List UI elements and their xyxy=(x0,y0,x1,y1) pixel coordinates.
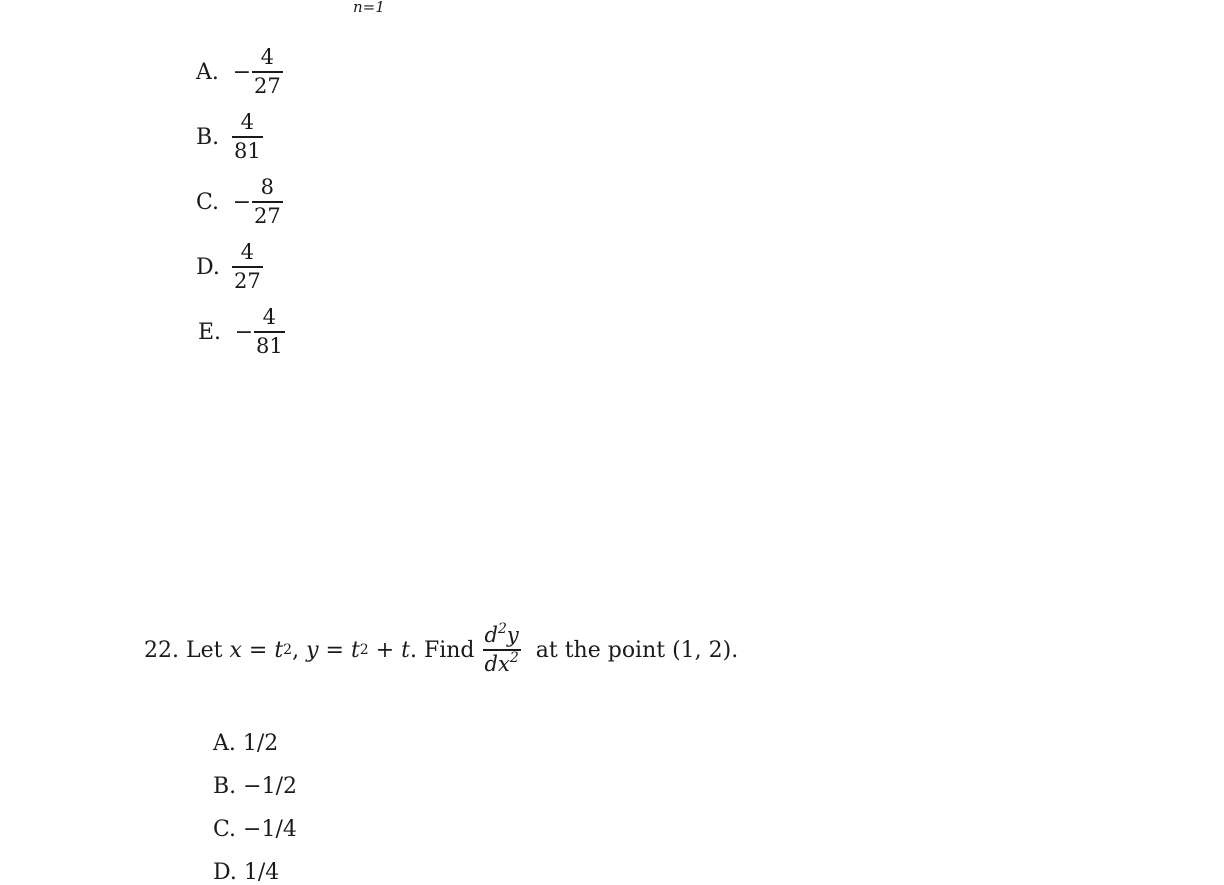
second-derivative-fraction xyxy=(483,621,521,676)
choice-letter: C. xyxy=(213,817,237,842)
choice-d[interactable] xyxy=(199,835,279,885)
dx-symbol: dx xyxy=(484,651,510,676)
choice-value: 1/4 xyxy=(243,860,280,885)
choice-value: 1/2 xyxy=(242,731,279,756)
numerator: 4 xyxy=(240,110,255,135)
equals-sign: = xyxy=(318,637,351,663)
negative-sign: − xyxy=(232,189,252,215)
choice-value: −1/4 xyxy=(243,817,297,842)
prompt-text: at the point (1, 2). xyxy=(528,637,739,663)
fraction xyxy=(232,242,263,292)
fraction xyxy=(254,307,285,357)
choice-e[interactable] xyxy=(198,302,285,362)
comma: , xyxy=(292,637,307,663)
choice-letter: D. xyxy=(196,254,220,280)
denominator: 27 xyxy=(234,268,261,293)
choice-letter: D. xyxy=(213,860,237,885)
choice-letter: B. xyxy=(196,124,220,150)
choice-d[interactable] xyxy=(196,237,263,297)
denominator: 81 xyxy=(234,138,261,163)
variable-y: y xyxy=(506,623,519,648)
exponent: 2 xyxy=(509,649,519,666)
prompt-text: Let xyxy=(179,637,230,663)
choice-b[interactable] xyxy=(196,107,263,167)
choice-a[interactable] xyxy=(196,42,283,102)
question-22-prompt: 22. Let x = t 2 , y = t 2 + t . Find $\frac{d^2y}{dx^2}$ at the point (1, 2). xyxy=(144,621,739,676)
denominator: 27 xyxy=(254,73,281,98)
choice-letter: E. xyxy=(198,319,222,345)
prompt-text: . Find xyxy=(409,637,475,663)
negative-sign: − xyxy=(234,319,254,345)
numerator xyxy=(483,621,521,649)
fraction xyxy=(232,112,263,162)
d-symbol: d xyxy=(484,623,498,648)
negative-sign: − xyxy=(232,59,252,85)
summation-index: n=1 xyxy=(353,0,385,16)
fraction xyxy=(252,47,283,97)
denominator xyxy=(483,651,521,675)
plus-sign: + xyxy=(368,637,402,663)
choice-value: −1/2 xyxy=(243,774,298,799)
variable-x: x xyxy=(229,637,242,663)
choice-letter: A. xyxy=(196,59,219,85)
choice-letter: A. xyxy=(213,731,236,756)
choice-letter: C. xyxy=(196,189,220,215)
numerator: 4 xyxy=(240,240,255,265)
numerator: 4 xyxy=(262,305,277,330)
denominator: 81 xyxy=(256,333,283,358)
choice-c[interactable] xyxy=(196,172,283,232)
numerator: 4 xyxy=(260,45,275,70)
denominator: 27 xyxy=(254,203,281,228)
equals-sign: = xyxy=(241,637,275,663)
question-number: 22. xyxy=(144,637,179,663)
fraction xyxy=(252,177,283,227)
variable-t: t xyxy=(274,637,284,663)
variable-t: t xyxy=(350,637,360,663)
variable-y: y xyxy=(306,637,319,663)
numerator: 8 xyxy=(260,175,275,200)
choice-letter: B. xyxy=(213,774,237,799)
exponent: 2 xyxy=(497,621,507,638)
variable-t: t xyxy=(401,637,410,663)
